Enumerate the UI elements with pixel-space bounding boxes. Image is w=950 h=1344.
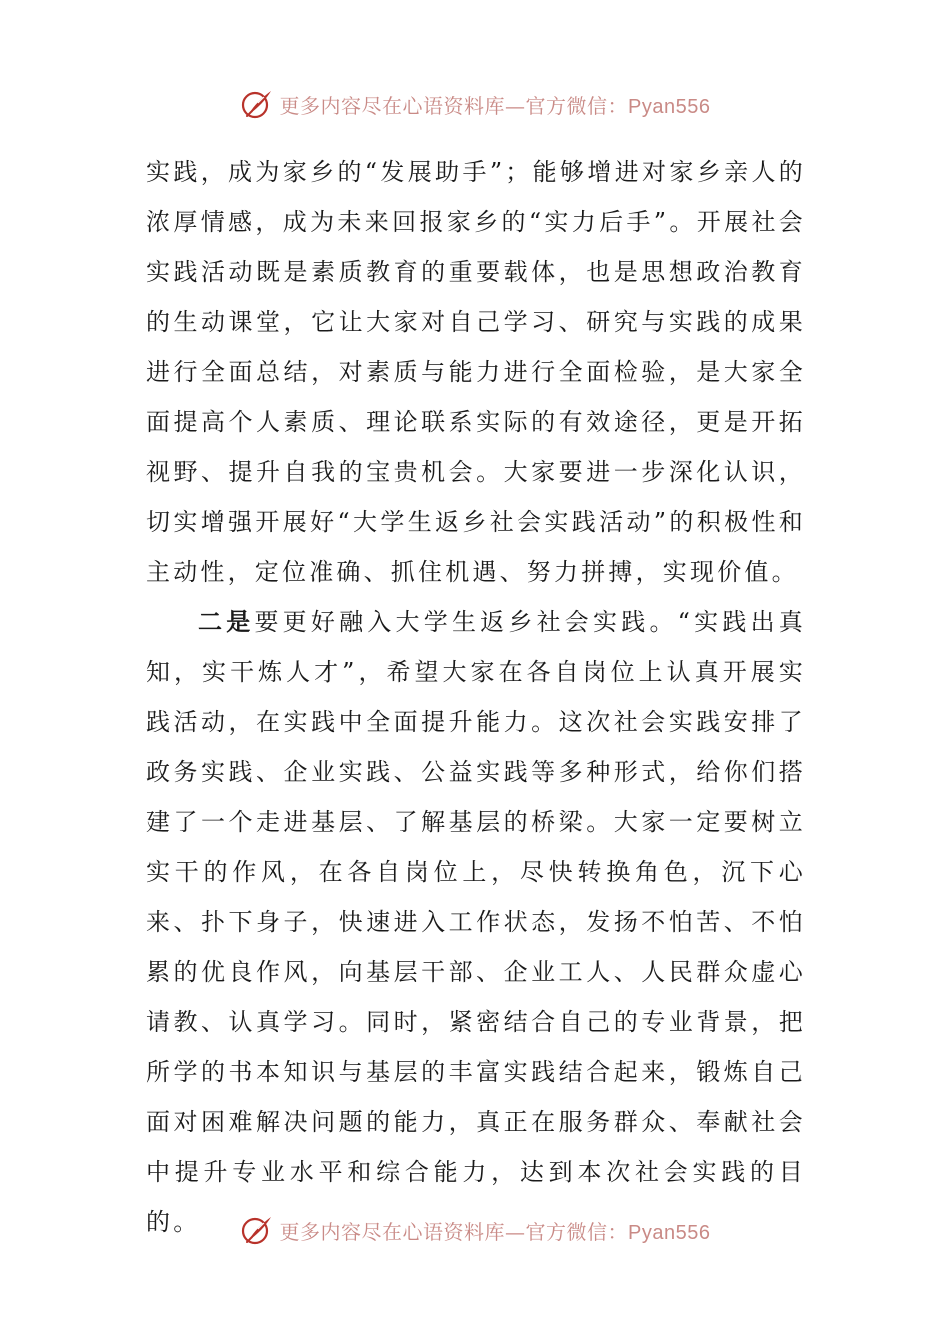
header-watermark <box>0 84 950 124</box>
header-wechat-handle: Pyan556 <box>628 95 711 118</box>
quill-pen-logo-icon <box>240 87 274 121</box>
footer-wechat-handle: Pyan556 <box>628 1221 711 1244</box>
paragraph-2-text: 要更好融入大学生返乡社会实践。“实践出真知，实干炼人才”，希望大家在各自岗位上认真开展实践活动，在实践中全面提升能力。这次社会实践安排了政务实践、企业实践、公益实践等多种形式，给你们搭建了一个走进基层、了解基层的桥梁。大家一定要树立实干的作风，在各自岗位上，尽快转换角色，沉下心来、扑下身子，快速进入工作状态，发扬不怕苦、不怕累的优良作风，向基层干部、企业工人、人民群众虚心请教、认真学习。同时，紧密结合自己的专业背景，把所学的书本知识与基层的丰富实践结合起来，锻炼自己面对困难解决问题的能力，真正在服务群众、奉献社会中提升专业水平和综合能力，达到本次社会实践的目的。 <box>146 608 806 1236</box>
body-paragraph-2 <box>146 597 806 1247</box>
document-body <box>146 147 806 1247</box>
quill-pen-logo-icon <box>240 1213 274 1247</box>
footer-watermark-text: 更多内容尽在心语资料库—官方微信：Pyan556 <box>279 1219 711 1244</box>
footer-watermark <box>0 1210 950 1250</box>
header-watermark-text: 更多内容尽在心语资料库—官方微信：Pyan556 <box>279 93 711 118</box>
body-paragraph-1: 实践，成为家乡的“发展助手”；能够增进对家乡亲人的浓厚情感，成为未来回报家乡的“实力后手”。开展社会实践活动既是素质教育的重要载体，也是思想政治教育的生动课堂，它让大家对自己学习、研究与实践的成果进行全面总结，对素质与能力进行全面检验，是大家全面提高个人素质、理论联系实际的有效途径，更是开拓视野、提升自我的宝贵机会。大家要进一步深化认识，切实增强开展好“大学生返乡社会实践活动”的积极性和主动性，定位准确、抓住机遇、努力拼搏，实现价值。 <box>146 158 806 586</box>
paragraph-lead: 二是 <box>198 607 255 636</box>
